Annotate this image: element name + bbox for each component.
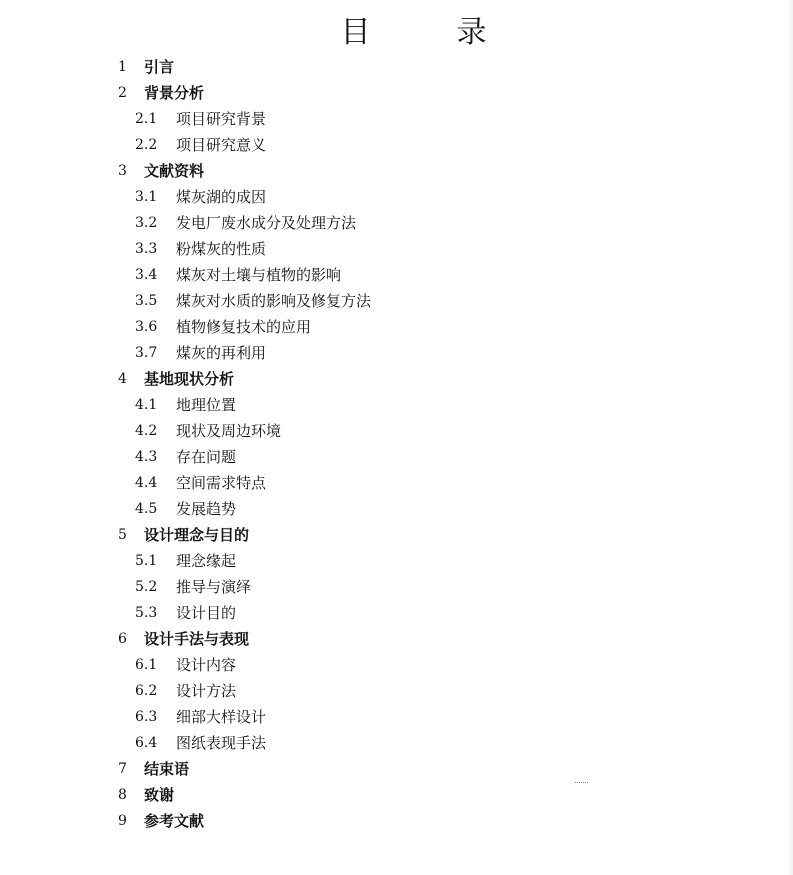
- toc-entry-title: 设计方法: [176, 682, 237, 700]
- toc-section-entry: [0, 340, 700, 366]
- toc-entry-number: 3.4: [135, 267, 158, 283]
- toc-entry-title: 存在问题: [176, 448, 237, 466]
- toc-entry-title: 参考文献: [144, 812, 205, 830]
- toc-entry-title: 结束语: [144, 760, 190, 778]
- toc-section-entry: [0, 418, 700, 444]
- toc-entry-number: 6.3: [135, 709, 158, 725]
- toc-section-entry: [0, 548, 700, 574]
- toc-entry-number: 2: [118, 85, 127, 101]
- toc-entry-title: 发电厂废水成分及处理方法: [176, 214, 357, 232]
- toc-entry-number: 3: [118, 163, 127, 179]
- toc-section-entry: [0, 288, 700, 314]
- toc-entry-number: 3.5: [135, 293, 158, 309]
- toc-entry-title: 文献资料: [144, 162, 205, 180]
- toc-entry-number: 2.2: [135, 137, 158, 153]
- toc-section-entry: [0, 600, 700, 626]
- toc-chapter-entry: [0, 366, 700, 392]
- toc-entry-number: 5.3: [135, 605, 158, 621]
- toc-entry-number: 5.2: [135, 579, 158, 595]
- toc-entry-number: 5: [118, 527, 127, 543]
- toc-entry-title: 理念缘起: [176, 552, 237, 570]
- toc-entry-number: 7: [118, 761, 127, 777]
- toc-chapter-entry: [0, 808, 700, 834]
- toc-entry-title: 基地现状分析: [144, 370, 235, 388]
- toc-entry-title: 煤灰对土壤与植物的影响: [176, 266, 342, 284]
- toc-entry-number: 9: [118, 813, 127, 829]
- toc-entry-title: 煤灰对水质的影响及修复方法: [176, 292, 372, 310]
- toc-section-entry: [0, 704, 700, 730]
- toc-entry-title: 发展趋势: [176, 500, 237, 518]
- toc-section-entry: [0, 496, 700, 522]
- toc-section-entry: [0, 392, 700, 418]
- toc-entry-number: 4.1: [135, 397, 158, 413]
- toc-chapter-entry: [0, 54, 700, 80]
- toc-entry-title: 引言: [144, 58, 175, 76]
- toc-entry-number: 4: [118, 371, 127, 387]
- toc-entry-title: 设计内容: [176, 656, 237, 674]
- toc-chapter-entry: [0, 756, 700, 782]
- toc-section-entry: [0, 678, 700, 704]
- toc-entry-number: 4.2: [135, 423, 158, 439]
- toc-entry-number: 6.1: [135, 657, 158, 673]
- toc-entry-title: 煤灰的再利用: [176, 344, 267, 362]
- toc-entry-number: 8: [118, 787, 127, 803]
- toc-entry-title: 设计理念与目的: [144, 526, 250, 544]
- page-edge-shadow: [787, 0, 793, 875]
- toc-entry-number: 4.3: [135, 449, 158, 465]
- toc-section-entry: [0, 574, 700, 600]
- toc-section-entry: [0, 730, 700, 756]
- toc-section-entry: [0, 210, 700, 236]
- toc-section-entry: [0, 262, 700, 288]
- toc-chapter-entry: [0, 522, 700, 548]
- toc-entry-number: 3.3: [135, 241, 158, 257]
- toc-entry-title: 地理位置: [176, 396, 237, 414]
- toc-entry-title: 项目研究意义: [176, 136, 267, 154]
- toc-entry-title: 植物修复技术的应用: [176, 318, 312, 336]
- toc-entry-number: 6.4: [135, 735, 158, 751]
- toc-entry-title: 致谢: [144, 786, 175, 804]
- toc-entry-number: 4.4: [135, 475, 158, 491]
- toc-section-entry: [0, 470, 700, 496]
- toc-section-entry: [0, 106, 700, 132]
- toc-entry-number: 2.1: [135, 111, 158, 127]
- toc-entry-number: 3.7: [135, 345, 158, 361]
- toc-entry-title: 粉煤灰的性质: [176, 240, 267, 258]
- toc-chapter-entry: [0, 782, 700, 808]
- toc-section-entry: [0, 444, 700, 470]
- toc-entry-title: 图纸表现手法: [176, 734, 267, 752]
- toc-entry-title: 推导与演绎: [176, 578, 252, 596]
- toc-entry-title: 细部大样设计: [176, 708, 267, 726]
- toc-entry-number: 3.6: [135, 319, 158, 335]
- toc-entry-number: 6: [118, 631, 127, 647]
- toc-entry-number: 1: [118, 59, 127, 75]
- toc-entry-title: 现状及周边环境: [176, 422, 282, 440]
- toc-section-entry: [0, 652, 700, 678]
- toc-entry-title: 空间需求特点: [176, 474, 267, 492]
- toc-title: 目 录: [340, 15, 515, 50]
- toc-section-entry: [0, 184, 700, 210]
- toc-entry-title: 项目研究背景: [176, 110, 267, 128]
- toc-entry-number: 3.2: [135, 215, 158, 231]
- toc-chapter-entry: [0, 626, 700, 652]
- table-of-contents: [0, 54, 700, 834]
- toc-chapter-entry: [0, 158, 700, 184]
- toc-entry-number: 4.5: [135, 501, 158, 517]
- toc-entry-title: 煤灰湖的成因: [176, 188, 267, 206]
- toc-entry-number: 6.2: [135, 683, 158, 699]
- toc-entry-number: 5.1: [135, 553, 158, 569]
- toc-chapter-entry: [0, 80, 700, 106]
- toc-entry-title: 设计手法与表现: [144, 630, 250, 648]
- toc-section-entry: [0, 132, 700, 158]
- toc-section-entry: [0, 236, 700, 262]
- toc-entry-number: 3.1: [135, 189, 158, 205]
- toc-entry-title: 设计目的: [176, 604, 237, 622]
- toc-entry-title: 背景分析: [144, 84, 205, 102]
- toc-section-entry: [0, 314, 700, 340]
- dotted-mark: [575, 782, 588, 785]
